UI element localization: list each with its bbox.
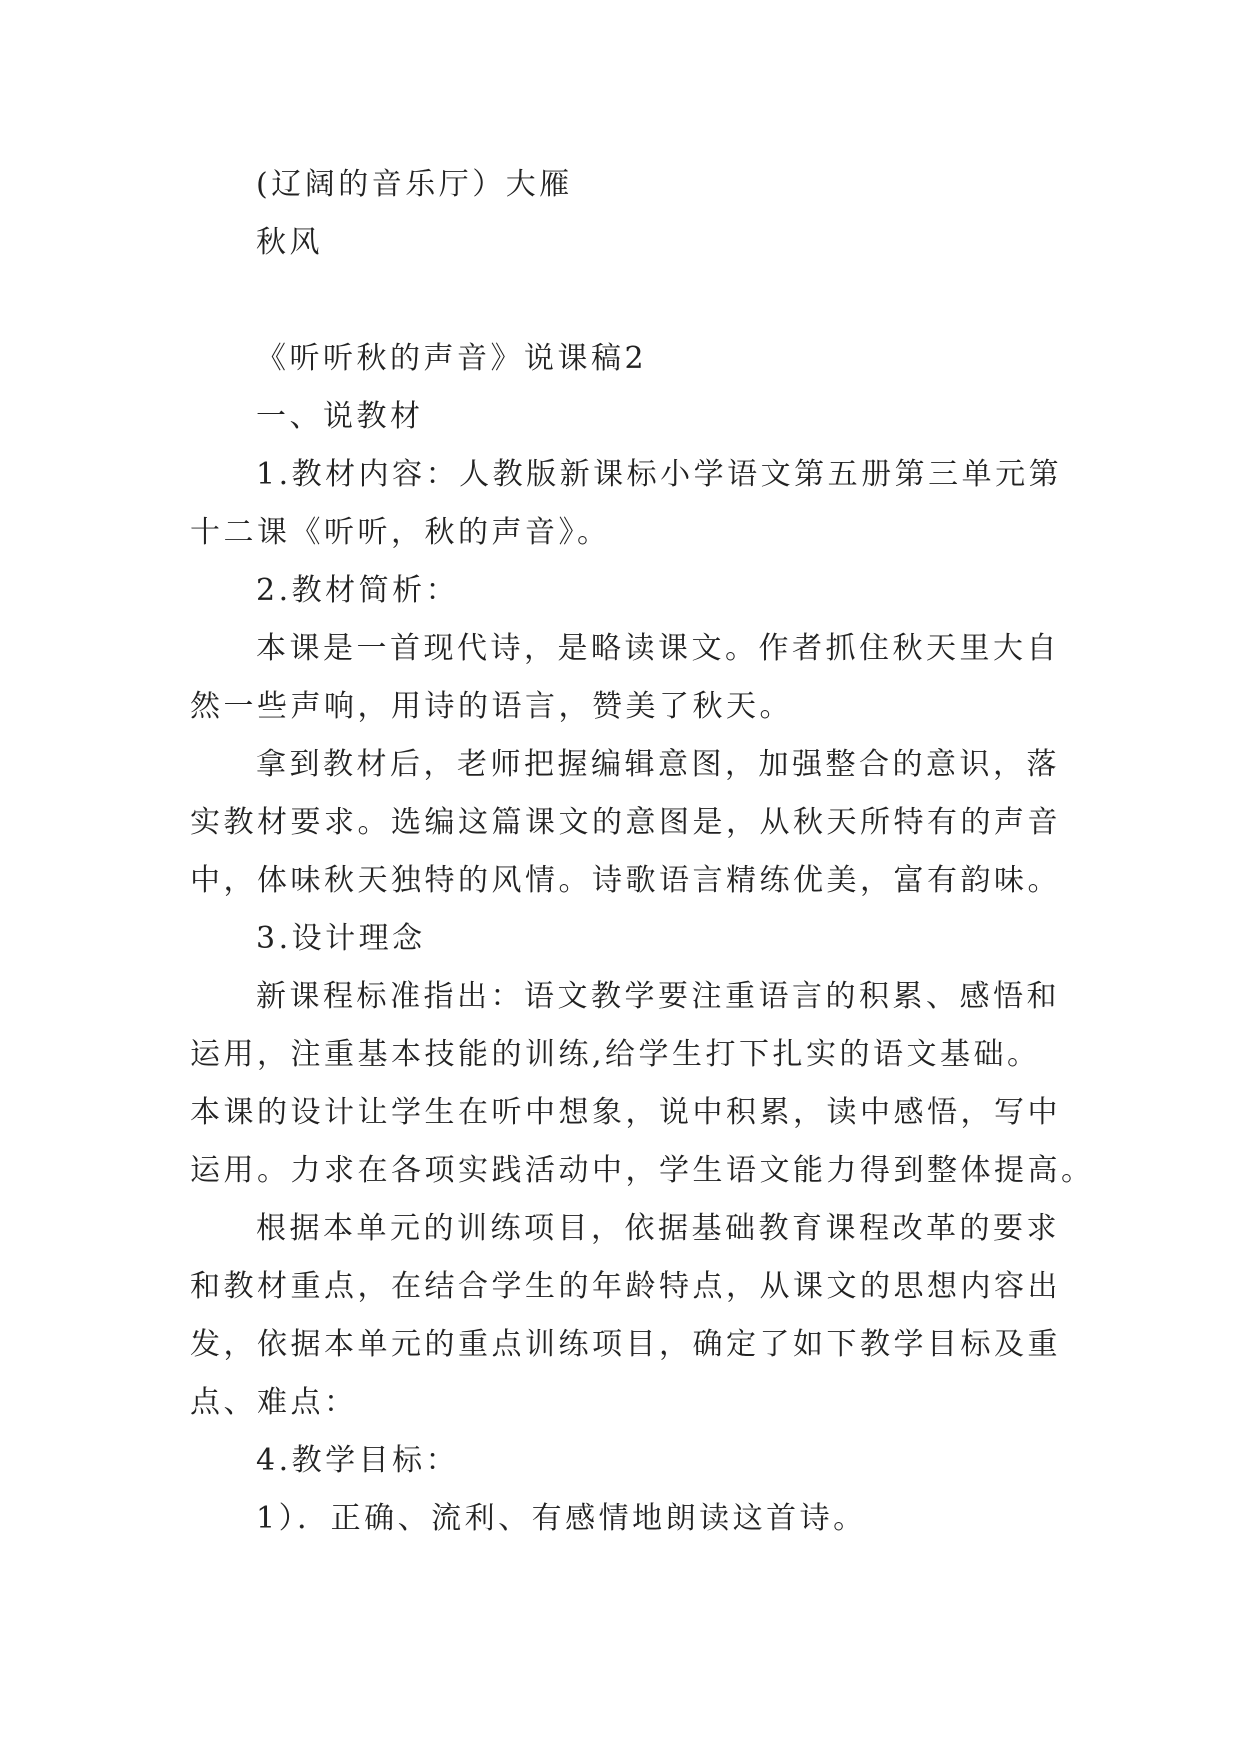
paragraph-line: 拿到教材后，老师把握编辑意图，加强整合的意识，落	[256, 747, 1060, 782]
paragraph-line: 新课程标准指出：语文教学要注重语言的积累、感悟和	[256, 979, 1060, 1014]
paragraph-line: 1.教材内容：人教版新课标小学语文第五册第三单元第	[256, 457, 1063, 492]
subheading: 3.设计理念	[256, 921, 426, 956]
paragraph-line: 根据本单元的训练项目，依据基础教育课程改革的要求	[256, 1211, 1060, 1246]
paragraph-line: 然一些声响，用诗的语言，赞美了秋天。	[190, 689, 793, 724]
paragraph-line: 十二课《听听，秋的声音》。	[190, 515, 611, 550]
section-title: 《听听秋的声音》说课稿2	[256, 341, 648, 376]
document-body	[190, 156, 1150, 1548]
blank-line	[190, 272, 1150, 330]
paragraph-line: 实教材要求。选编这篇课文的意图是，从秋天所特有的声音	[190, 805, 1061, 840]
paragraph-line: 和教材重点，在结合学生的年龄特点，从课文的思想内容出	[190, 1269, 1061, 1304]
paragraph-line: 发，依据本单元的重点训练项目，确定了如下教学目标及重	[190, 1327, 1061, 1362]
poem-line: 秋风	[256, 225, 323, 260]
subheading: 4.教学目标：	[256, 1443, 460, 1478]
paragraph-line: 本课是一首现代诗，是略读课文。作者抓住秋天里大自	[256, 631, 1060, 666]
paragraph-line: 点、难点：	[190, 1385, 358, 1420]
paragraph-line: 中，体味秋天独特的风情。诗歌语言精练优美，富有韵味。	[190, 863, 1061, 898]
paragraph-line: 运用。力求在各项实践活动中，学生语文能力得到整体提高。	[190, 1153, 1095, 1188]
paragraph-line: 本课的设计让学生在听中想象，说中积累，读中感悟，写中	[190, 1095, 1061, 1130]
poem-line: (辽阔的音乐厅）大雁	[256, 167, 573, 202]
list-item: 1）．正确、流利、有感情地朗读这首诗。	[256, 1501, 867, 1536]
paragraph-line: 运用，注重基本技能的训练,给学生打下扎实的语文基础。	[190, 1037, 1041, 1072]
heading-teaching-material: 一、说教材	[256, 399, 424, 434]
subheading: 2.教材简析：	[256, 573, 460, 608]
